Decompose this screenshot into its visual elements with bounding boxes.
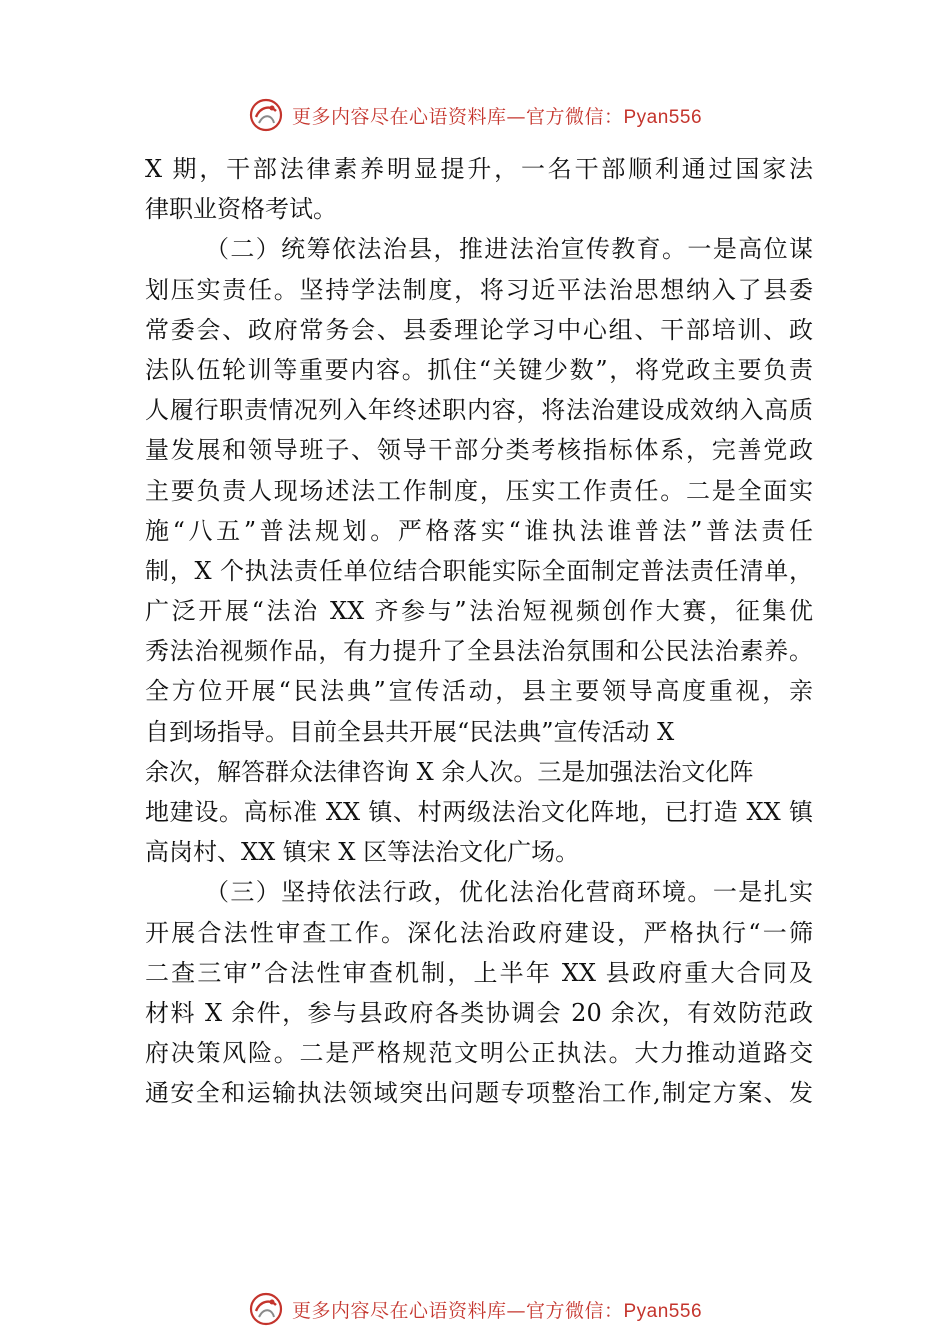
watermark-text [292, 1296, 702, 1323]
text-line: 高岗村、XX 镇宋 X 区等法治文化广场。 [145, 838, 580, 867]
watermark-label: 更多内容尽在心语资料库—官方微信： [291, 105, 624, 128]
watermark-label: 更多内容尽在心语资料库—官方微信： [291, 1299, 624, 1322]
text-line: 制，X 个执法责任单位结合职能实际全面制定普法责任清单， [145, 556, 813, 585]
text-line: 量发展和领导班子、领导干部分类考核指标体系，完善党政 [145, 436, 813, 465]
paragraph-start-line: （二）统筹依法治县，推进法治宣传教育。一是高位谋 [205, 235, 813, 264]
text-line: 广泛开展“法治 XX 齐参与”法治短视频创作大赛，征集优 [145, 597, 813, 626]
text-line: X 期，干部法律素养明显提升，一名干部顺利通过国家法 [145, 155, 813, 183]
text-line: 材料 X 余件，参与县政府各类协调会 20 余次，有效防范政 [145, 998, 813, 1027]
text-line: 常委会、政府常务会、县委理论学习中心组、干部培训、政 [145, 315, 813, 344]
text-line: 人履行职责情况列入年终述职内容，将法治建设成效纳入高质 [145, 396, 813, 425]
text-line: 开展合法性审查工作。深化法治政府建设，严格执行“一筛 [145, 918, 813, 947]
watermark-banner-top [0, 93, 950, 137]
text-line: 二查三审”合法性审查机制，上半年 XX 县政府重大合同及 [145, 958, 813, 987]
text-line: 地建设。高标准 XX 镇、村两级法治文化阵地，已打造 XX 镇 [145, 798, 813, 826]
watermark-text [292, 102, 702, 129]
text-line: 自到场指导。目前全县共开展“民法典”宣传活动 X [145, 717, 675, 746]
text-line: 主要负责人现场述法工作制度，压实工作责任。二是全面实 [145, 476, 813, 505]
text-line: 府决策风险。二是严格规范文明公正执法。大力推动道路交 [145, 1039, 813, 1068]
paragraph-start-line: （三）坚持依法行政，优化法治化营商环境。一是扎实 [205, 878, 813, 907]
text-line: 法队伍轮训等重要内容。抓住“关键少数”，将党政主要负责 [145, 355, 813, 384]
document-body [145, 149, 813, 1114]
watermark-banner-bottom [0, 1287, 950, 1331]
brand-logo-icon [248, 97, 284, 133]
text-line: 律职业资格考试。 [145, 195, 337, 224]
watermark-wechat-id: Pyan556 [623, 106, 703, 128]
text-line: 施“八五”普法规划。严格落实“谁执法谁普法”普法责任 [145, 516, 813, 545]
text-line: 全方位开展“民法典”宣传活动，县主要领导高度重视，亲 [145, 677, 813, 706]
text-line: 余次，解答群众法律咨询 X 余人次。三是加强法治文化阵 [145, 757, 754, 786]
text-line: 秀法治视频作品，有力提升了全县法治氛围和公民法治素养。 [145, 637, 813, 666]
brand-logo-icon [248, 1291, 284, 1327]
watermark-wechat-id: Pyan556 [623, 1300, 703, 1322]
text-line: 划压实责任。坚持学法制度，将习近平法治思想纳入了县委 [145, 275, 813, 304]
text-line: 通安全和运输执法领域突出问题专项整治工作,制定方案、发 [145, 1079, 813, 1108]
